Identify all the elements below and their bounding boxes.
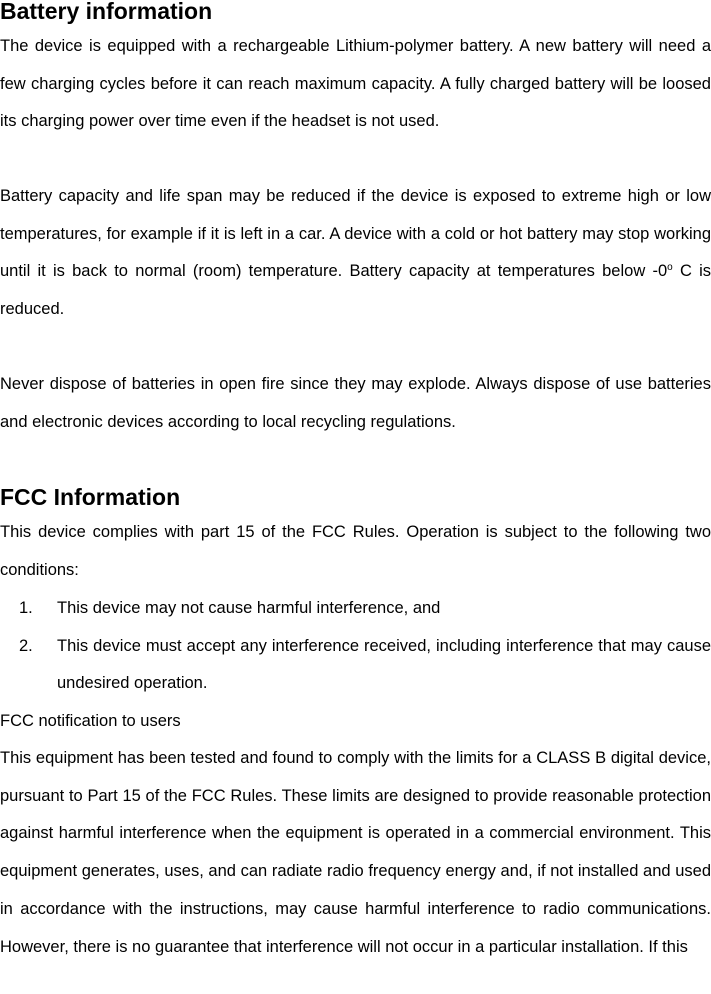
fcc-notification-title: FCC notification to users [0,712,181,730]
list-item [0,590,711,628]
battery-paragraph-2-text: Battery capacity and life span may be reduced if the device is exposed to extreme high or low temperatures, for example if it is left in a car. A device with a cold or hot battery may stop working until it is back to normal (room) temperature. Battery capacity at temperatures below -0 [0,187,711,281]
battery-paragraph-2 [0,178,711,329]
list-item-number: 2. [19,636,33,655]
list-item-text: This device may not cause harmful interference, and [57,599,441,617]
list-item-text: This device must accept any interference received, including interference that may cause undesired operation. [57,636,711,693]
fcc-notification-body: This equipment has been tested and found to comply with the limits for a CLASS B digital device, pursuant to Part 15 of the FCC Rules. These limits are designed to provide reasonable protection against harmful interference when the equipment is operated in a commercial environment. This equipment generates, uses, and can radiate radio frequency energy and, if not installed and used in accordance with the instructions, may cause harmful interference to radio communications. However, there is no guarantee that interference will not occur in a particular installation. If this [0,749,711,956]
battery-paragraph-3: Never dispose of batteries in open fire since they may explode. Always dispose of use batteries and electronic devices according to local recycling regulations. [0,375,711,431]
fcc-intro: This device complies with part 15 of the FCC Rules. Operation is subject to the following two conditions: [0,523,711,579]
battery-paragraph-1: The device is equipped with a rechargeable Lithium-polymer battery. A new battery will need a few charging cycles before it can reach maximum capacity. A fully charged battery will be loosed its charging power over time even if the headset is not used. [0,37,711,131]
fcc-conditions-list [0,590,711,703]
list-item [0,628,711,703]
list-item-number: 1. [19,599,33,617]
degree-superscript: o [667,262,673,274]
battery-heading: Battery information [0,0,213,24]
fcc-heading: FCC Information [0,484,181,510]
battery-paragraph-2-end: C is reduced. [0,262,711,319]
